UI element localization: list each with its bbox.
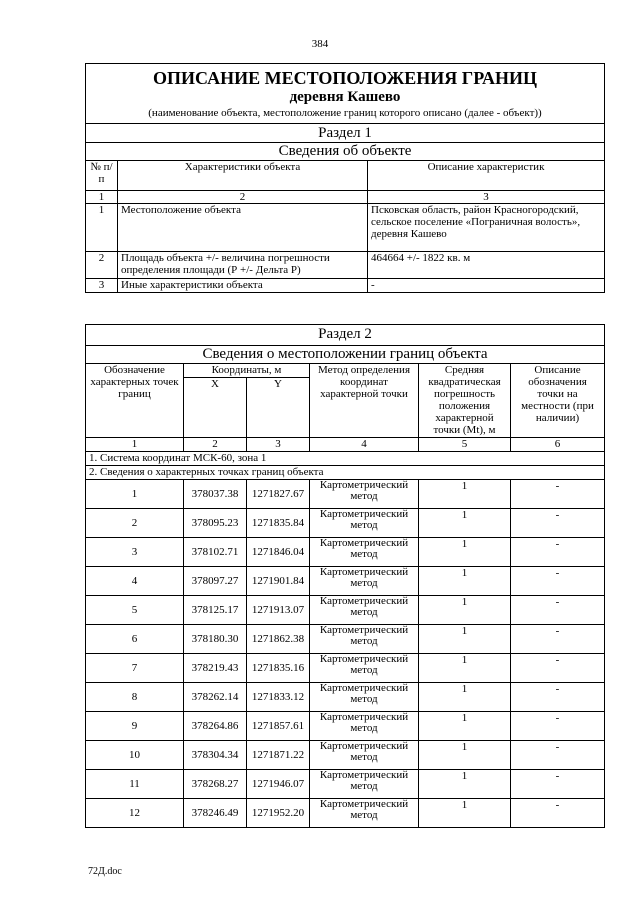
section1-subtitle: Сведения об объекте <box>86 143 605 161</box>
row-description: 464664 +/- 1822 кв. м <box>368 252 605 279</box>
point-x: 378262.14 <box>184 683 247 712</box>
header-point-description: Описание обозначения точки на местности (при наличии) <box>511 364 605 438</box>
point-description: - <box>511 625 605 654</box>
point-accuracy: 1 <box>419 770 511 799</box>
table-row <box>86 654 605 683</box>
row-characteristic: Местоположение объекта <box>118 204 368 252</box>
point-description: - <box>511 480 605 509</box>
header-y: Y <box>247 378 310 438</box>
point-method: Картометрический метод <box>310 509 419 538</box>
table-row <box>86 480 605 509</box>
col-number: 5 <box>419 438 511 452</box>
point-method: Картометрический метод <box>310 712 419 741</box>
point-y: 1271946.07 <box>247 770 310 799</box>
point-method: Картометрический метод <box>310 683 419 712</box>
object-name: деревня Кашево <box>289 89 401 105</box>
point-x: 378304.34 <box>184 741 247 770</box>
col-number: 1 <box>86 191 118 204</box>
point-description: - <box>511 770 605 799</box>
point-description: - <box>511 509 605 538</box>
point-y: 1271871.22 <box>247 741 310 770</box>
point-accuracy: 1 <box>419 480 511 509</box>
header-description: Описание характеристик <box>368 161 605 191</box>
point-x: 378097.27 <box>184 567 247 596</box>
table-row <box>86 252 605 279</box>
point-x: 378219.43 <box>184 654 247 683</box>
table-row <box>86 538 605 567</box>
point-accuracy: 1 <box>419 538 511 567</box>
table-row <box>86 596 605 625</box>
page-number: 384 <box>311 38 329 50</box>
point-description: - <box>511 538 605 567</box>
point-accuracy: 1 <box>419 625 511 654</box>
point-number: 9 <box>86 712 184 741</box>
col-number: 3 <box>368 191 605 204</box>
point-method: Картометрический метод <box>310 567 419 596</box>
table-row <box>86 712 605 741</box>
footer-filename: 72Д.doc <box>88 866 122 877</box>
point-number: 8 <box>86 683 184 712</box>
point-number: 5 <box>86 596 184 625</box>
point-description: - <box>511 654 605 683</box>
table-row <box>86 625 605 654</box>
point-method: Картометрический метод <box>310 770 419 799</box>
point-number: 1 <box>86 480 184 509</box>
table-row <box>86 770 605 799</box>
point-accuracy: 1 <box>419 654 511 683</box>
point-method: Картометрический метод <box>310 625 419 654</box>
point-y: 1271857.61 <box>247 712 310 741</box>
point-y: 1271846.04 <box>247 538 310 567</box>
point-accuracy: 1 <box>419 596 511 625</box>
point-method: Картометрический метод <box>310 741 419 770</box>
title-note: (наименование объекта, местоположение границ которого описано (далее - объект)) <box>148 107 542 119</box>
col-number: 4 <box>310 438 419 452</box>
point-method: Картометрический метод <box>310 596 419 625</box>
points-body <box>86 480 605 828</box>
section2-table <box>85 324 605 828</box>
point-number: 4 <box>86 567 184 596</box>
header-accuracy: Средняя квадратическая погрешность положения характерной точки (Mt), м <box>419 364 511 438</box>
table-row <box>86 204 605 252</box>
header-coords: Координаты, м <box>184 364 310 378</box>
row-num: 3 <box>86 279 118 293</box>
header-x: X <box>184 378 247 438</box>
coordinate-system-line: 1. Система координат МСК-60, зона 1 <box>86 452 605 466</box>
section2-label: Раздел 2 <box>86 325 605 346</box>
point-description: - <box>511 683 605 712</box>
row-description: - <box>368 279 605 293</box>
document-title: ОПИСАНИЕ МЕСТОПОЛОЖЕНИЯ ГРАНИЦ <box>153 68 537 88</box>
table-row <box>86 279 605 293</box>
section1-label: Раздел 1 <box>86 124 605 143</box>
point-y: 1271835.16 <box>247 654 310 683</box>
point-y: 1271835.84 <box>247 509 310 538</box>
col-number: 2 <box>118 191 368 204</box>
point-x: 378037.38 <box>184 480 247 509</box>
point-y: 1271913.07 <box>247 596 310 625</box>
row-characteristic: Иные характеристики объекта <box>118 279 368 293</box>
point-description: - <box>511 741 605 770</box>
point-number: 10 <box>86 741 184 770</box>
point-method: Картометрический метод <box>310 480 419 509</box>
row-description: Псковская область, район Красногородский, сельское поселение «Пограничная волость», деревня Кашево <box>368 204 605 252</box>
point-x: 378125.17 <box>184 596 247 625</box>
col-number: 6 <box>511 438 605 452</box>
header-method: Метод определения координат характерной точки <box>310 364 419 438</box>
header-num: № п/п <box>86 161 118 191</box>
point-method: Картометрический метод <box>310 538 419 567</box>
point-x: 378180.30 <box>184 625 247 654</box>
point-y: 1271901.84 <box>247 567 310 596</box>
table-row <box>86 741 605 770</box>
col-number: 2 <box>184 438 247 452</box>
table-row <box>86 509 605 538</box>
point-y: 1271952.20 <box>247 799 310 828</box>
point-y: 1271827.67 <box>247 480 310 509</box>
point-accuracy: 1 <box>419 509 511 538</box>
section1-table <box>85 63 605 293</box>
table-row <box>86 799 605 828</box>
point-number: 2 <box>86 509 184 538</box>
col-number: 1 <box>86 438 184 452</box>
point-description: - <box>511 799 605 828</box>
point-y: 1271833.12 <box>247 683 310 712</box>
point-number: 11 <box>86 770 184 799</box>
col-number: 3 <box>247 438 310 452</box>
point-x: 378246.49 <box>184 799 247 828</box>
row-num: 1 <box>86 204 118 252</box>
row-characteristic: Площадь объекта +/- величина погрешности определения площади (Р +/- Дельта Р) <box>118 252 368 279</box>
points-heading-line: 2. Сведения о характерных точках границ объекта <box>86 466 605 480</box>
point-x: 378268.27 <box>184 770 247 799</box>
point-accuracy: 1 <box>419 799 511 828</box>
row-num: 2 <box>86 252 118 279</box>
header-characteristic: Характеристики объекта <box>118 161 368 191</box>
point-y: 1271862.38 <box>247 625 310 654</box>
point-x: 378264.86 <box>184 712 247 741</box>
table-row <box>86 683 605 712</box>
point-number: 12 <box>86 799 184 828</box>
point-x: 378095.23 <box>184 509 247 538</box>
point-number: 7 <box>86 654 184 683</box>
point-description: - <box>511 567 605 596</box>
point-accuracy: 1 <box>419 712 511 741</box>
point-accuracy: 1 <box>419 567 511 596</box>
point-number: 3 <box>86 538 184 567</box>
document-header <box>86 64 605 124</box>
point-x: 378102.71 <box>184 538 247 567</box>
point-number: 6 <box>86 625 184 654</box>
table-row <box>86 567 605 596</box>
point-accuracy: 1 <box>419 683 511 712</box>
point-method: Картометрический метод <box>310 799 419 828</box>
point-description: - <box>511 596 605 625</box>
point-accuracy: 1 <box>419 741 511 770</box>
section2-subtitle: Сведения о местоположении границ объекта <box>86 346 605 364</box>
header-designation: Обозначение характерных точек границ <box>86 364 184 438</box>
point-description: - <box>511 712 605 741</box>
point-method: Картометрический метод <box>310 654 419 683</box>
